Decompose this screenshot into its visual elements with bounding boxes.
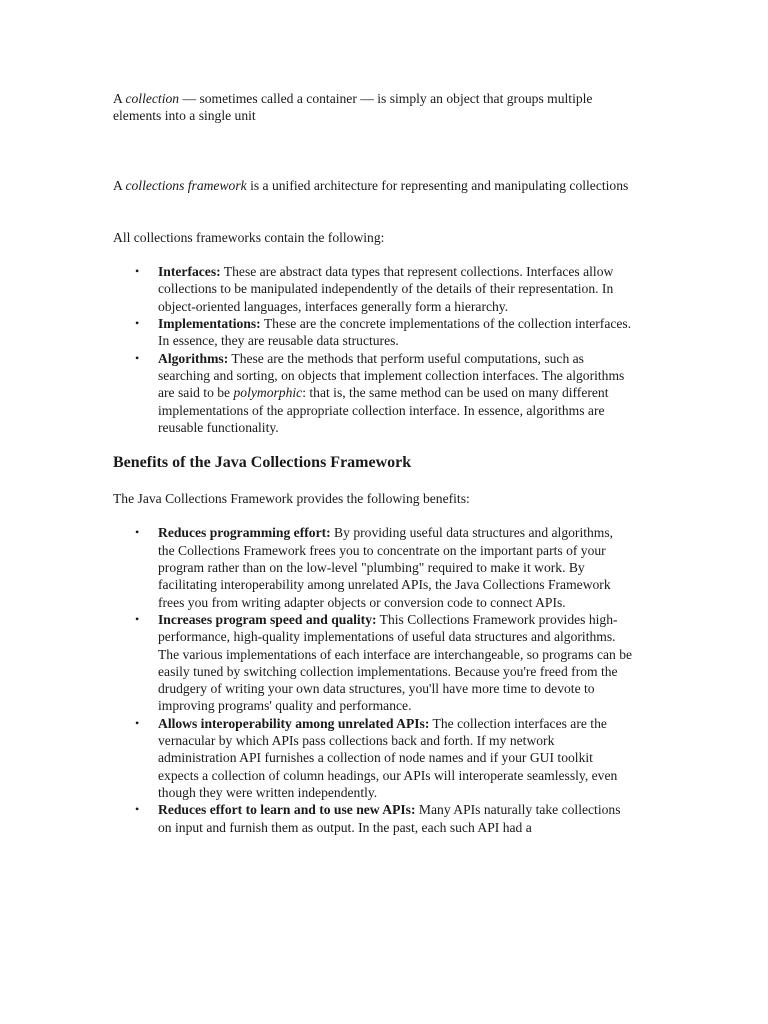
list-item: • Allows interoperability among unrelated APIs: The collection interfaces are the vernacular by which APIs pass collections back and forth. If my network administration API furnishes a collection of node names and if your GUI toolkit expects a collection of column headings, our APIs will interoperate seamlessly, even though they were written independently.	[135, 715, 618, 800]
list-item: • Increases program speed and quality: This Collections Framework provides high-performance, high-quality implementations of useful data structures and algorithms. The various implementations of each interface are interchangeable, so programs can be easily tuned by switching collection implementations. Because you're freed from the drudgery of writing your own data structures, you'll have more time to devote to improving programs' quality and performance.	[135, 611, 633, 714]
document-page	[113, 90, 633, 836]
components-intro: All collections frameworks contain the following:	[113, 229, 385, 245]
list-item: • Implementations: These are the concrete implementations of the collection interfaces. In essence, they are reusable data structures.	[135, 316, 632, 349]
bullet-icon: •	[135, 802, 140, 817]
list-item: • Algorithms: These are the methods that perform useful computations, such as searching and sorting, on objects that implement collection interfaces. The algorithms are said to be polymorphic: that is, the same method can be used on many different implementations of the appropriate collection interface. In essence, algorithms are reusable functionality.	[135, 350, 625, 435]
components-list	[113, 263, 633, 436]
term-collection: collection	[125, 91, 180, 106]
list-item: • Interfaces: These are abstract data types that represent collections. Interfaces allow collections to be manipulated independently of the details of their representation. In object-oriented languages, interfaces generally form a hierarchy.	[135, 264, 614, 314]
bullet-icon: •	[135, 525, 140, 540]
framework-definition: A collections framework is a unified architecture for representing and manipulating collections	[113, 177, 629, 193]
benefits-intro: The Java Collections Framework provides the following benefits:	[113, 491, 470, 507]
collection-definition: A collection — sometimes called a container — is simply an object that groups multiple elements into a single unit	[113, 91, 593, 124]
bullet-icon: •	[135, 316, 140, 331]
term-collections-framework: collections framework	[125, 177, 247, 193]
bullet-icon: •	[135, 350, 140, 365]
list-item: • Reduces effort to learn and to use new APIs: Many APIs naturally take collections on input and furnish them as output. In the past, each such API had a	[135, 802, 621, 835]
section-heading: Benefits of the Java Collections Framework	[113, 454, 412, 472]
benefits-list	[113, 524, 633, 835]
bullet-icon: •	[135, 264, 140, 279]
bullet-icon: •	[135, 611, 140, 626]
list-item: • Reduces programming effort: By providing useful data structures and algorithms, the Collections Framework frees you to concentrate on the important parts of your program rather than on the low-level "plumbing" required to make it work. By facilitating interoperability among unrelated APIs, the Java Collections Framework frees you from writing adapter objects or conversion code to connect APIs.	[135, 525, 614, 610]
bullet-icon: •	[135, 715, 140, 730]
